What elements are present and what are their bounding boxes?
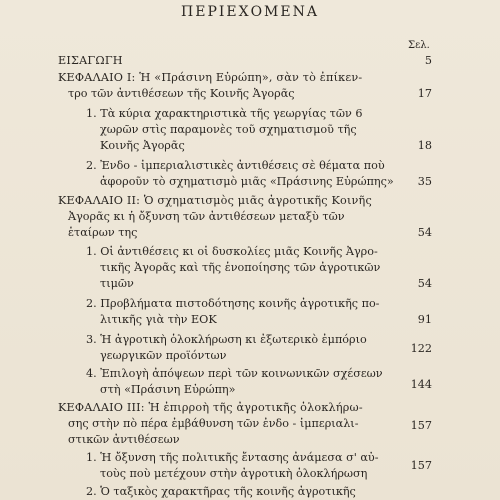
toc-entry-2-4: 4. Ἐπιλογὴ ἀπόψεων περὶ τῶν κοινωνικῶν σχέσεων [86, 367, 383, 380]
page-title: ΠΕΡΙΕΧΟΜΕΝΑ [181, 4, 319, 20]
toc-entry-chapter-2-line: ἑταίρων της [68, 226, 138, 239]
toc-entry-1-1-line: Κοινῆς Ἀγορᾶς [100, 139, 185, 152]
toc-entry-chapter-1: ΚΕΦΑΛΑΙΟ Ι: Ἡ «Πράσινη Εὐρώπη», σὰν τὸ ἐπίκεν- [58, 71, 363, 84]
toc-entry-1-1-line: χωρῶν στὶς παραμονὲς τοῦ σχηματισμοῦ τῆς [100, 123, 357, 136]
toc-entry-3-1-line: τοὺς ποὺ μετέχουν στὴν ἀγροτικὴ ὁλοκλήρωση [100, 467, 368, 480]
toc-entry-chapter-2-line: Ἀγορᾶς κι ἡ ὄξυνση τῶν ἀντιθέσεων μεταξὺ τῶν [68, 210, 345, 223]
toc-page-number: 144 [410, 378, 432, 391]
toc-page-number: 17 [417, 87, 432, 100]
toc-entry-chapter-1-line: τρο τῶν ἀντιθέσεων τῆς Κοινῆς Ἀγορᾶς [68, 87, 295, 100]
toc-entry-2-3: 3. Ἡ ἀγροτικὴ ὁλοκλήρωση κι ἐξωτερικὸ ἐμπόριο [86, 333, 367, 346]
toc-page-number: 54 [417, 277, 432, 290]
toc-page-number: 91 [417, 313, 432, 326]
toc-entry-chapter-3: ΚΕΦΑΛΑΙΟ ΙΙΙ: Ἡ ἐπιρροὴ τῆς ἀγροτικῆς ὁλοκλήρω- [58, 401, 363, 414]
toc-entry-2-1-line: τιμῶν [100, 277, 134, 290]
toc-entry-1-2: 2. Ἐνδο - ἰμπεριαλιστικὲς ἀντιθέσεις σὲ θέματα ποὺ [86, 159, 385, 172]
toc-entry-1-1: 1. Τὰ κύρια χαρακτηριστικὰ τῆς γεωργίας τῶν 6 [86, 107, 363, 120]
toc-page-number: 54 [417, 226, 432, 239]
toc-entry-3-2: 2. Ὁ ταξικὸς χαρακτῆρας τῆς κοινῆς ἀγροτικῆς [86, 485, 356, 498]
toc-entry-2-2: 2. Προβλήματα πιστοδότησης κοινῆς ἀγροτικῆς πο- [86, 297, 380, 310]
toc-page-number: 157 [410, 459, 432, 472]
toc-entry-chapter-3-line: στικῶν ἀντιθέσεων [68, 433, 180, 446]
toc-entry-2-3-line: γεωργικῶν προϊόντων [100, 349, 227, 362]
toc-entry-2-1-line: τικῆς Ἀγορᾶς καὶ τῆς ἑνοποίησης τῶν ἀγροτικῶν [100, 261, 381, 274]
toc-page-number: 5 [424, 54, 432, 67]
toc-page-number: 18 [417, 139, 432, 152]
toc-entry-chapter-2: ΚΕΦΑΛΑΙΟ ΙΙ: Ὁ σχηματισμὸς μιᾶς ἀγροτικῆς Κοινῆς [58, 194, 372, 207]
toc-entry-introduction: ΕΙΣΑΓΩΓΗ [58, 54, 123, 67]
toc-entry-chapter-3-line: σης στὴν πὸ πέρα ἐμβάθυνση τῶν ἐνδο - ἰμπεριαλι- [68, 417, 359, 430]
toc-entry-2-1: 1. Οἱ ἀντιθέσεις κι οἱ δυσκολίες μιᾶς Κοινῆς Ἀγρο- [86, 245, 378, 258]
toc-page-number: 35 [417, 175, 432, 188]
toc-entry-1-2-line: ἀφοροῦν τὸ σχηματισμὸ μιᾶς «Πράσινης Εὐρώπης» [100, 175, 394, 188]
toc-entry-3-1: 1. Ἡ ὄξυνση τῆς πολιτικῆς ἔντασης ἀνάμεσα σ' αὐ- [86, 451, 379, 464]
toc-entry-2-2-line: λιτικῆς γιὰ τὴν ΕΟΚ [100, 313, 217, 326]
toc-page-number: 122 [410, 342, 432, 355]
toc-page-number: 157 [410, 419, 432, 432]
page-column-label: Σελ. [408, 40, 430, 51]
toc-entry-2-4-line: στὴ «Πράσινη Εὐρώπη» [100, 383, 236, 396]
